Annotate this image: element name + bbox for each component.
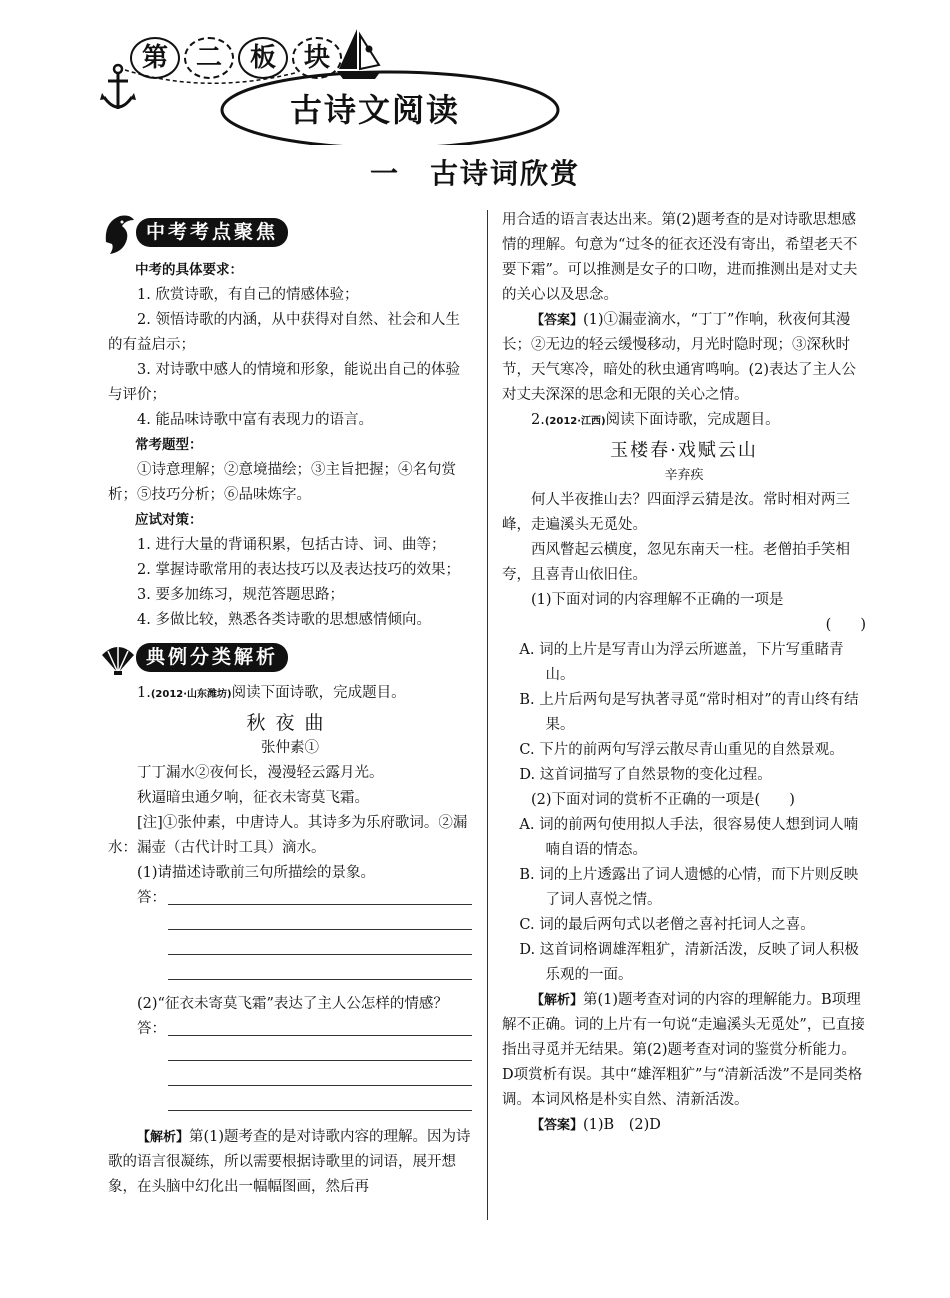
poem-line: 秋逼暗虫通夕响，征衣未寄莫飞霜。 (137, 790, 369, 806)
analysis-label: 【解析】 (137, 1130, 190, 1145)
sailboat-icon (335, 25, 385, 81)
shell-icon (100, 641, 136, 677)
poem-stanza: 何人半夜推山去？四面浮云猜是汝。常时相对两三峰，走遍溪头无觅处。 (502, 492, 850, 533)
option[interactable]: D. 这首词描写了自然景物的变化过程。 (519, 767, 772, 783)
answer-area[interactable] (108, 1017, 472, 1117)
strategy-item: 1. 进行大量的背诵积累，包括古诗、词、曲等； (137, 537, 446, 553)
option[interactable]: A. 词的上片是写青山为浮云所遮盖，下片写重睹青山。 (519, 642, 844, 683)
types-title: 常考题型： (135, 437, 203, 453)
question-2: 2.(2012·江西)阅读下面诗歌，完成题目。 (531, 412, 780, 428)
option[interactable]: B. 词的上片透露出了词人遗憾的心情，而下片则反映了词人喜悦之情。 (519, 867, 859, 908)
analysis-continued: 用合适的语言表达出来。第(2)题考查的是对诗歌思想感情的理解。句意为“过冬的征衣还没有寄出，希望老天不要下霜”。可以推测是女子的口吻，进而推测出是对丈夫的关心以及思念。 (502, 212, 858, 303)
sub-question: (1)请描述诗歌前三句所描绘的景象。 (137, 865, 376, 881)
req-item: 2. 领悟诗歌的内涵，从中获得对自然、社会和人生的有益启示； (108, 312, 460, 353)
analysis: 【解析】第(1)题考查的是对诗歌内容的理解。因为诗歌的语言很凝练，所以需要根据诗歌里的词语，展开想象，在头脑中幻化出一幅幅图画，然后再 (108, 1129, 471, 1195)
answer-label: 答： (137, 890, 166, 906)
analysis-label: 【解析】 (531, 993, 584, 1008)
sub-question: (1)下面对词的内容理解不正确的一项是 (531, 592, 784, 608)
answer-label: 【答案】 (531, 1118, 584, 1133)
left-column (108, 212, 472, 1200)
analysis: 【解析】第(1)题考查对词的内容的理解能力。B项理解不正确。词的上片有一句说“走遍溪头无觅处”，已直接指出寻觅并无结果。第(2)题考查对词的鉴赏分析能力。D项赏析有误。其中“雄浑粗犷”与“清新活泼”不是同类格调。本词风格是朴实自然、清新活泼。 (502, 992, 865, 1108)
req-item: 4. 能品味诗歌中富有表现力的语言。 (137, 412, 373, 428)
strategy-item: 2. 掌握诗歌常用的表达技巧以及表达技巧的效果； (137, 562, 460, 578)
strategy-item: 3. 要多加练习，规范答题思路； (137, 587, 344, 603)
answer-line[interactable] (168, 1110, 472, 1111)
poem-title: 玉楼春·戏赋云山 (610, 440, 758, 461)
question-1: 1.(2012·山东潍坊)阅读下面诗歌，完成题目。 (137, 685, 406, 701)
example-heading (108, 637, 472, 681)
strategy-title: 应试对策： (135, 512, 203, 528)
column-divider (487, 210, 488, 1220)
focus-badge: 中考考点聚焦 (136, 218, 288, 247)
answer-label: 【答案】 (531, 313, 584, 328)
answer: 【答案】(1)B (2)D (531, 1117, 661, 1133)
example-badge: 典例分类解析 (136, 643, 288, 672)
sub-question: (2)下面对词的赏析不正确的一项是( ) (531, 792, 795, 808)
req-item: 3. 对诗歌中感人的情境和形象，能说出自己的体验与评价； (108, 362, 460, 403)
poem-note: [注]①张仲素，中唐诗人。其诗多为乐府歌词。②漏水：漏壶（古代计时工具）滴水。 (108, 815, 468, 856)
req-title: 中考的具体要求： (135, 262, 243, 278)
poem-author: 张仲素① (261, 740, 319, 756)
answer-line[interactable] (168, 1035, 472, 1036)
poem-stanza: 西风瞥起云横度，忽见东南天一柱。老僧拍手笑相夸，且喜青山依旧住。 (502, 542, 850, 583)
section-header (95, 25, 565, 145)
poem-line: 丁丁漏水②夜何长，漫漫轻云露月光。 (137, 765, 384, 781)
answer-line[interactable] (168, 1060, 472, 1061)
chapter-title: 一 古诗词欣赏 (370, 157, 581, 190)
block-title (130, 37, 342, 77)
section-subtitle: 古诗文阅读 (290, 91, 461, 129)
block-char: 二 (184, 37, 234, 79)
option[interactable]: C. 下片的前两句写浮云散尽青山重见的自然景观。 (519, 742, 844, 758)
answer-line[interactable] (168, 904, 472, 905)
dolphin-icon (100, 212, 138, 256)
answer-paren[interactable]: ( ) (825, 617, 866, 633)
types-text: ①诗意理解；②意境描绘；③主旨把握；④名句赏析；⑤技巧分析；⑥品味炼字。 (108, 462, 456, 503)
block-char: 块 (292, 37, 342, 79)
answer-label: 答： (137, 1021, 166, 1037)
answer-line[interactable] (168, 979, 472, 980)
answer-area[interactable] (108, 886, 472, 986)
focus-heading (108, 212, 472, 258)
poem-title: 秋夜曲 (246, 712, 334, 734)
req-item: 1. 欣赏诗歌，有自己的情感体验； (137, 287, 359, 303)
answer-line[interactable] (168, 929, 472, 930)
option[interactable]: C. 词的最后两句式以老僧之喜衬托词人之喜。 (519, 917, 815, 933)
option[interactable]: D. 这首词格调雄浑粗犷，清新活泼，反映了词人积极乐观的一面。 (519, 942, 859, 983)
block-char: 第 (130, 37, 180, 79)
strategy-item: 4. 多做比较，熟悉各类诗歌的思想感情倾向。 (137, 612, 431, 628)
answer: 【答案】(1)①漏壶滴水，“丁丁”作响，秋夜何其漫长；②无边的轻云缓慢移动，月光时隐时现；③深秋时节，天气寒冷，暗处的秋虫通宵鸣响。(2)表达了主人公对丈夫深深的思念和无限的关心之情。 (502, 312, 857, 403)
answer-line[interactable] (168, 1085, 472, 1086)
poem-author: 辛弃疾 (664, 468, 704, 483)
option[interactable]: B. 上片后两句是写执著寻觅“常时相对”的青山终有结果。 (519, 692, 859, 733)
block-char: 板 (238, 37, 288, 79)
sub-question: (2)“征衣未寄莫飞霜”表达了主人公怎样的情感？ (137, 996, 448, 1012)
question-source: (2012·江西) (544, 416, 606, 427)
note-label: [注] (137, 815, 163, 831)
question-source: (2012·山东潍坊) (150, 689, 232, 700)
option[interactable]: A. 词的前两句使用拟人手法，很容易使人想到词人喃喃自语的情态。 (519, 817, 859, 858)
right-column (502, 208, 866, 1138)
answer-line[interactable] (168, 954, 472, 955)
